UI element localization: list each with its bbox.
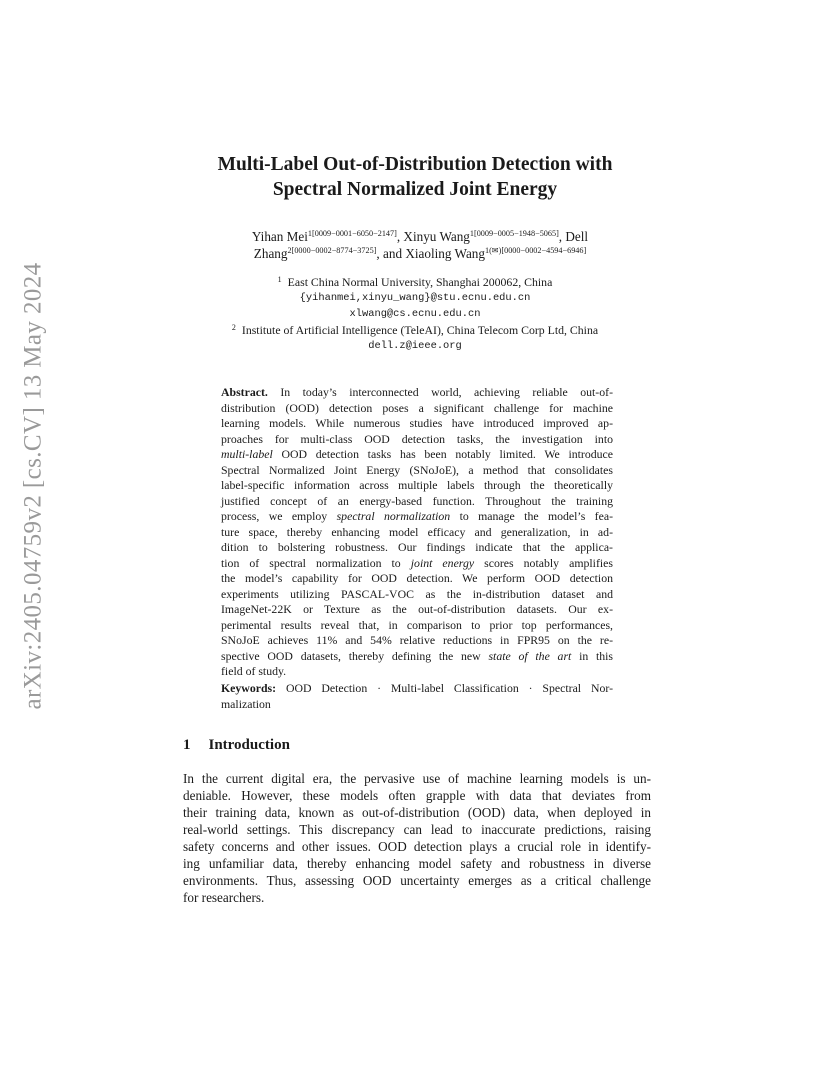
emphasis: multi-label xyxy=(221,447,273,461)
abstract-line: perimental results reveal that, in comparison to prior top performances, xyxy=(221,617,613,632)
affiliation-1 xyxy=(150,274,680,290)
intro-line: In the current digital era, the pervasive use of machine learning models is un- xyxy=(183,771,651,786)
affiliation-email: xlwang@cs.ecnu.edu.cn xyxy=(349,308,481,320)
emphasis: joint energy xyxy=(410,555,475,570)
author-name: Xiaoling Wang xyxy=(405,246,485,261)
abstract-line: SNoJoE achieves 11% and 54% relative reductions in FPR95 on the re- xyxy=(221,633,613,647)
intro-line: environments. Thus, assessing OOD uncertainty emerges as a critical challenge xyxy=(183,873,651,888)
affiliation-text: Institute of Artificial Intelligence (TeleAI), China Telecom Corp Ltd, China xyxy=(241,323,599,337)
abstract-line: proaches for multi-class OOD detection tasks, the investigation into xyxy=(221,431,613,446)
abstract-line: justified concept of an energy-based function. Throughout the training xyxy=(221,493,613,508)
abstract-line: distribution (OOD) detection poses a significant challenge for machine xyxy=(221,400,613,415)
author-name: Zhang xyxy=(253,246,288,261)
abstract-line: field of study. xyxy=(221,664,287,678)
intro-paragraph xyxy=(183,770,651,906)
author-name: Yihan Mei xyxy=(251,229,308,244)
abstract-line: Abstract. In today’s interconnected world, achieving reliable out-of- xyxy=(221,385,613,399)
abstract-label: Abstract. xyxy=(221,385,268,399)
affiliation-email: {yihanmei,xinyu_wang}@stu.ecnu.edu.cn xyxy=(299,292,531,304)
intro-line: safety concerns and other issues. OOD detection plays a crucial role in identify- xyxy=(183,839,651,854)
emphasis: state of the art xyxy=(488,648,572,663)
author-name: Dell xyxy=(565,229,589,244)
section-number: 1 xyxy=(183,737,191,753)
abstract-line: dition to bolstering robustness. Our findings indicate that the applica- xyxy=(221,540,613,554)
intro-line: deniable. However, these models often grapple with data that deviates from xyxy=(183,788,651,803)
title-line-2: Spectral Normalized Joint Energy xyxy=(272,179,558,200)
affiliation-text: East China Normal University, Shanghai 200062, China xyxy=(287,275,553,289)
keywords xyxy=(221,681,613,712)
section-title: Introduction xyxy=(208,737,290,753)
author-name: Xinyu Wang xyxy=(403,229,470,244)
author-orcid: 1[0009−0001−6050−2147] xyxy=(307,229,397,238)
abstract-line: tion of spectral normalization to joint energy scores notably amplifies xyxy=(221,555,613,570)
abstract-line: ImageNet-22K or Texture as the out-of-distribution datasets. Our ex- xyxy=(221,602,613,616)
intro-line: real-world settings. This discrepancy can lead to inaccurate predictions, raising xyxy=(183,822,651,837)
author-line-1: Yihan Mei$^{1[0009-0001-6050-2147]}$, Xinyu Wang$^{1[0009-0005-1948-5065]}$, Dell xyxy=(251,229,589,244)
author-orcid: 1(✉)[0000−0002−4594−6946] xyxy=(484,246,587,255)
affiliations xyxy=(150,274,680,354)
paper-title xyxy=(150,152,680,202)
affiliation-2 xyxy=(150,322,680,338)
section-heading xyxy=(183,737,290,754)
abstract xyxy=(221,385,613,680)
abstract-line: Spectral Normalized Joint Energy (SNoJoE), a method that consolidates xyxy=(221,462,613,477)
keywords-label: Keywords: xyxy=(221,681,277,695)
abstract-line: experiments utilizing PASCAL-VOC as the in-distribution dataset and xyxy=(221,586,613,601)
abstract-line: learning models. While numerous studies have introduced improved ap- xyxy=(221,416,613,430)
arxiv-identifier: arXiv:2405.04759v2 [cs.CV] 13 May 2024 xyxy=(20,262,48,710)
emphasis: spectral normalization xyxy=(336,509,451,523)
title-line-1: Multi-Label Out-of-Distribution Detection with xyxy=(217,154,613,175)
arxiv-stamp xyxy=(12,236,56,736)
affiliation-number: 1 xyxy=(277,275,282,284)
author-orcid: 2[0000−0002−8774−3725] xyxy=(287,246,377,255)
abstract-line: label-specific information across multiple labels through the theoretically xyxy=(221,478,613,492)
keywords-line: Keywords: OOD Detection · Multi-label Classification · Spectral Nor- xyxy=(221,681,613,695)
author-conjunction: , and xyxy=(376,246,406,261)
affiliation-email: dell.z@ieee.org xyxy=(368,340,462,352)
abstract-line: the model’s capability for OOD detection. We perform OOD detection xyxy=(221,571,613,585)
abstract-line: process, we employ spectral normalization to manage the model’s fea- xyxy=(221,509,613,523)
intro-line: ing unfamiliar data, thereby enhancing model safety and robustness in diverse xyxy=(183,856,651,871)
author-line-2 xyxy=(205,245,635,262)
intro-line: for researchers. xyxy=(183,890,265,905)
abstract-line: spective OOD datasets, thereby defining the new state of the art in this xyxy=(221,648,614,663)
abstract-line: ture space, thereby enhancing model efficacy and generalization, in ad- xyxy=(221,524,613,539)
affiliation-number: 2 xyxy=(231,323,236,332)
author-list xyxy=(205,228,635,262)
author-orcid: 1[0009−0005−1948−5065] xyxy=(469,229,559,238)
intro-line: their training data, known as out-of-distribution (OOD) data, when deployed in xyxy=(183,805,651,820)
abstract-line: multi-label OOD detection tasks has been notably limited. We introduce xyxy=(221,447,613,461)
keywords-line: malization xyxy=(221,696,271,711)
